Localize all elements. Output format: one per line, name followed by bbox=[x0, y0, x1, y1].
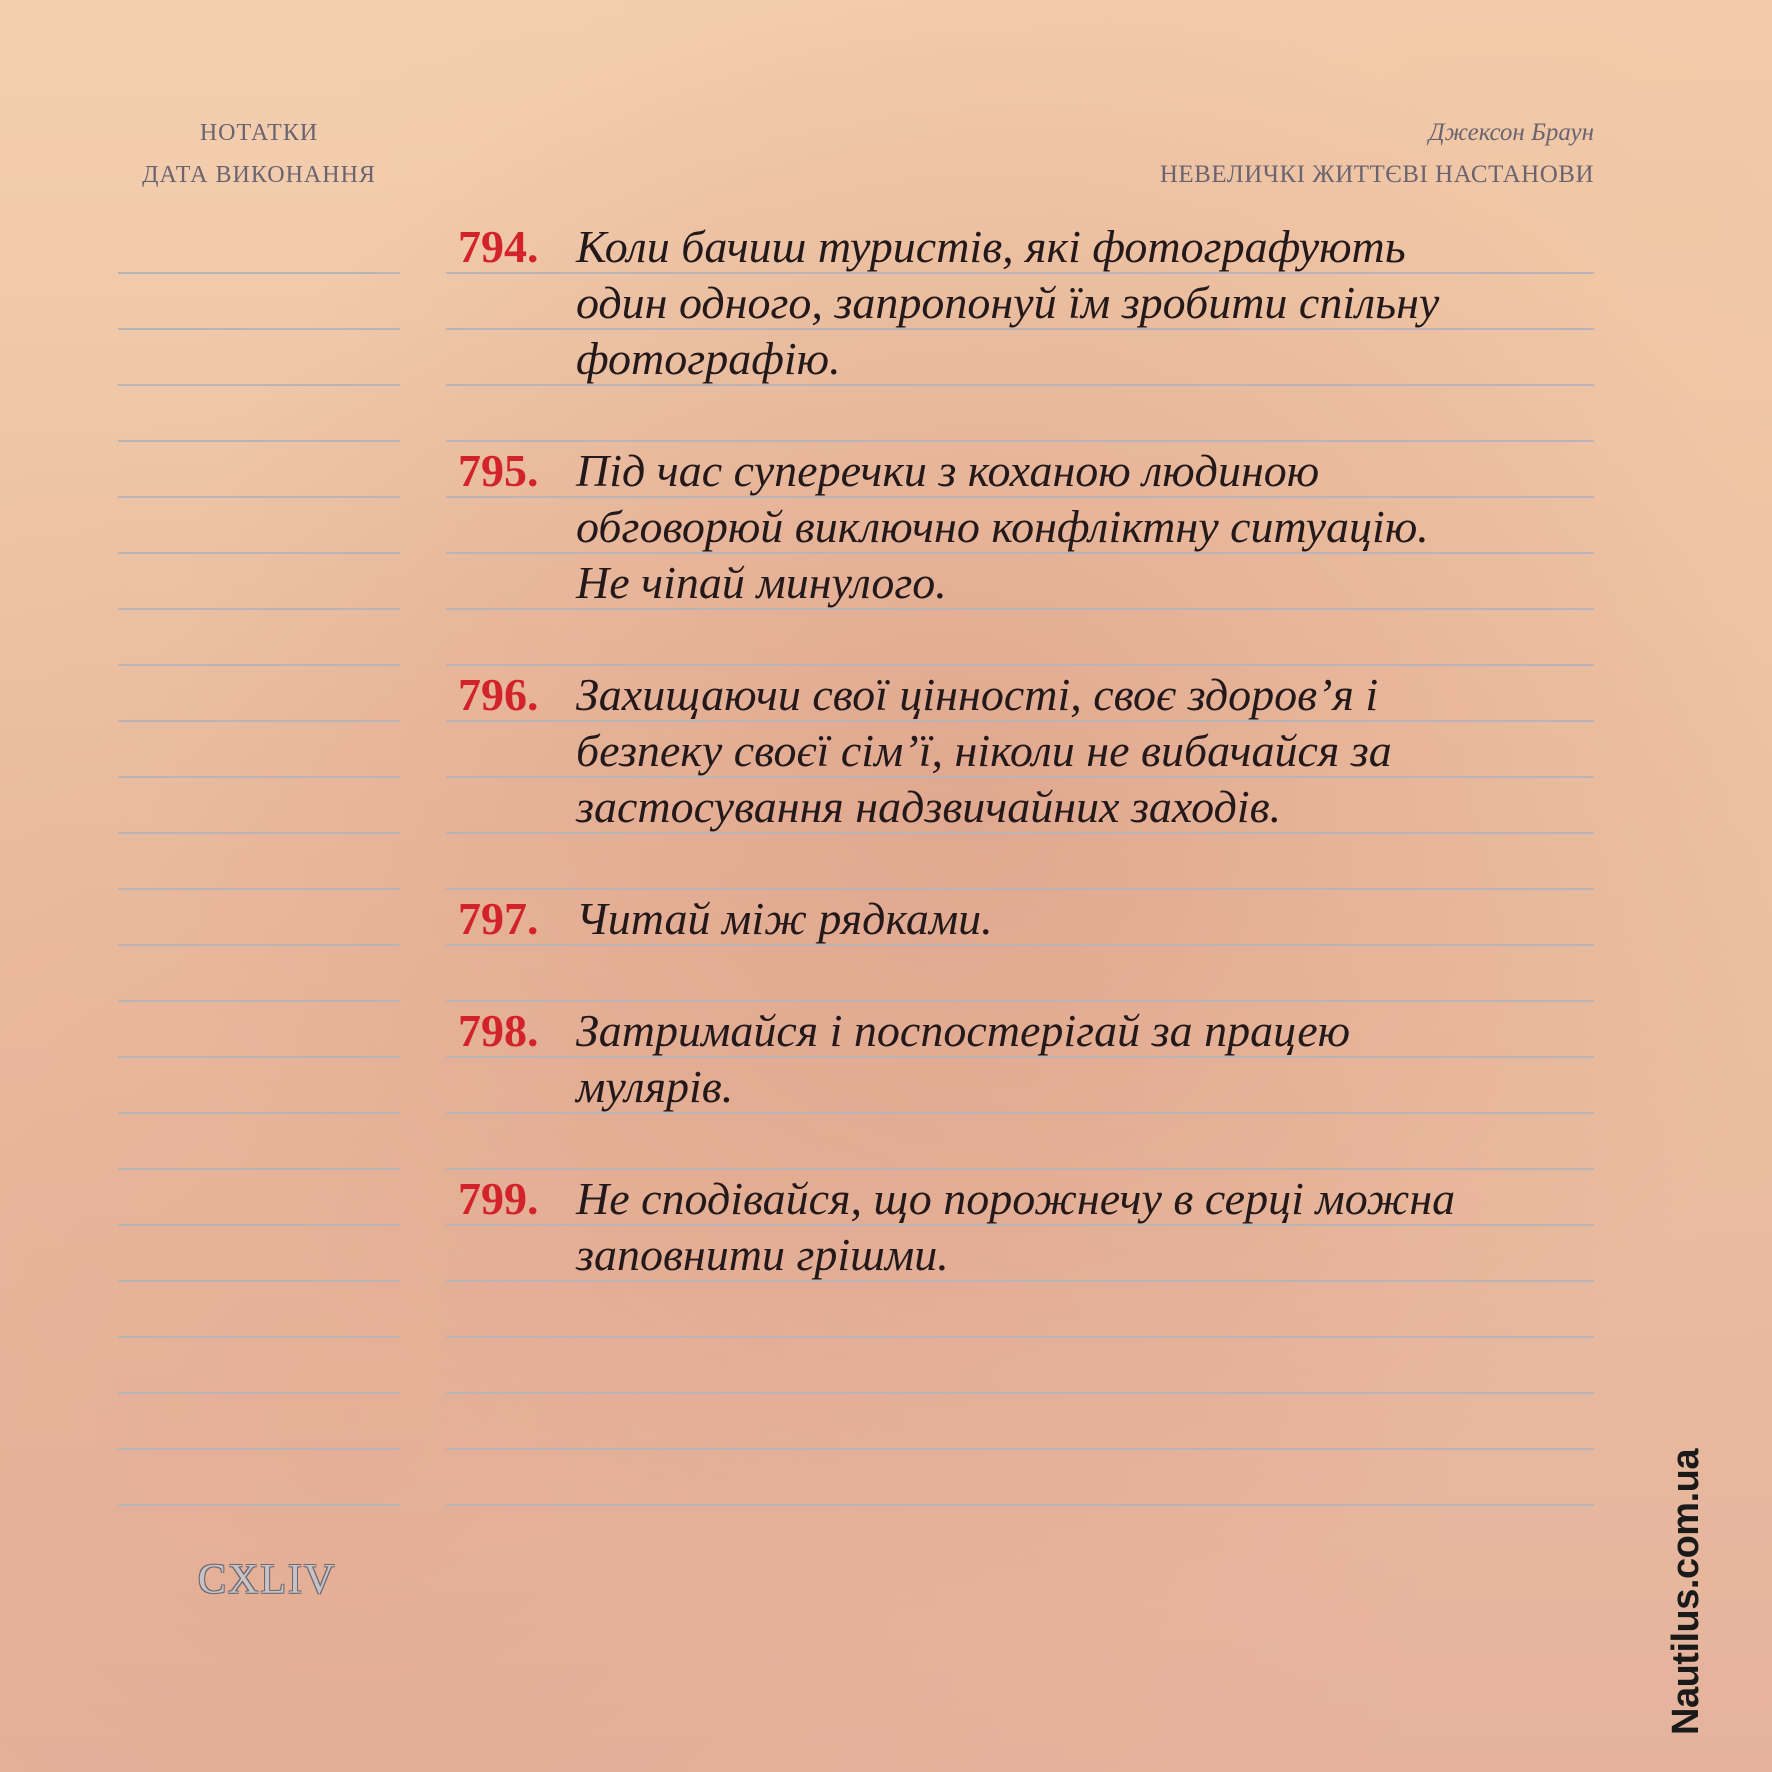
tip-line: Затримайся і поспостерігай за працею bbox=[576, 1005, 1351, 1056]
ruled-line bbox=[118, 1000, 400, 1002]
ruled-line bbox=[118, 1336, 400, 1338]
ruled-line bbox=[118, 552, 400, 554]
ruled-line bbox=[118, 1168, 400, 1170]
ruled-line bbox=[118, 1056, 400, 1058]
ruled-line bbox=[118, 328, 400, 330]
ruled-line bbox=[118, 496, 400, 498]
author-name: Джексон Браун bbox=[1428, 119, 1594, 146]
tip-number: 798. bbox=[458, 1005, 539, 1056]
ruled-line bbox=[446, 1448, 1594, 1450]
ruled-line bbox=[446, 1168, 1594, 1170]
notes-header bbox=[118, 112, 400, 196]
ruled-line bbox=[118, 776, 400, 778]
ruled-line bbox=[118, 888, 400, 890]
tip-text bbox=[576, 667, 1576, 835]
ruled-line bbox=[446, 440, 1594, 442]
tip-text bbox=[576, 443, 1576, 611]
tip-number: 795. bbox=[458, 445, 539, 496]
tip-line: обговорюй виключно конфліктну ситуацію. bbox=[576, 501, 1429, 552]
ruled-line bbox=[118, 608, 400, 610]
tip-text bbox=[576, 1171, 1576, 1283]
completion-date-label: ДАТА ВИКОНАННЯ bbox=[142, 162, 376, 188]
ruled-line bbox=[446, 888, 1594, 890]
tip-number: 794. bbox=[458, 221, 539, 272]
page-number: CXLIV bbox=[198, 1557, 337, 1603]
tip-line: Не чіпай минулого. bbox=[576, 557, 947, 608]
tip-number: 796. bbox=[458, 669, 539, 720]
ruled-line bbox=[446, 1392, 1594, 1394]
ruled-line bbox=[118, 1504, 400, 1506]
running-header bbox=[1160, 112, 1594, 196]
tip-line: Не сподівайся, що порожнечу в серці можна bbox=[576, 1173, 1456, 1224]
ruled-line bbox=[446, 664, 1594, 666]
publisher-website[interactable]: Nautilus.com.ua bbox=[1665, 1449, 1707, 1735]
ruled-line bbox=[118, 720, 400, 722]
ruled-line bbox=[446, 1336, 1594, 1338]
tip-line: Захищаючи свої цінності, своє здоров’я і bbox=[576, 669, 1379, 720]
tip-number: 799. bbox=[458, 1173, 539, 1224]
ruled-line bbox=[446, 1504, 1594, 1506]
tip-line: один одного, запропонуй їм зробити спільну bbox=[576, 277, 1440, 328]
tip-line: Коли бачиш туристів, які фотографують bbox=[576, 221, 1406, 272]
ruled-line bbox=[118, 1448, 400, 1450]
ruled-line bbox=[118, 832, 400, 834]
ruled-line bbox=[118, 664, 400, 666]
tip-line: фотографію. bbox=[576, 333, 841, 384]
tip-line: мулярів. bbox=[576, 1061, 734, 1112]
tip-line: заповнити грішми. bbox=[576, 1229, 949, 1280]
ruled-line bbox=[118, 1280, 400, 1282]
ruled-line bbox=[118, 1224, 400, 1226]
tip-text bbox=[576, 891, 1576, 947]
ruled-line bbox=[118, 1392, 400, 1394]
tip-number: 797. bbox=[458, 893, 539, 944]
notes-label: НОТАТКИ bbox=[199, 120, 319, 146]
tip-line: Читай між рядками. bbox=[576, 893, 993, 944]
tip-line: застосування надзвичайних заходів. bbox=[576, 781, 1282, 832]
ruled-line bbox=[446, 1000, 1594, 1002]
tip-line: Під час суперечки з коханою людиною bbox=[576, 445, 1320, 496]
book-title: НЕВЕЛИЧКІ ЖИТТЄВІ НАСТАНОВИ bbox=[1159, 161, 1594, 188]
ruled-line bbox=[118, 944, 400, 946]
tip-line: безпеку своєї сім’ї, ніколи не вибачайся за bbox=[576, 725, 1392, 776]
ruled-line bbox=[118, 272, 400, 274]
ruled-line bbox=[118, 440, 400, 442]
tip-text bbox=[576, 1003, 1576, 1115]
ruled-line bbox=[118, 1112, 400, 1114]
ruled-line bbox=[118, 384, 400, 386]
tip-text bbox=[576, 219, 1576, 387]
